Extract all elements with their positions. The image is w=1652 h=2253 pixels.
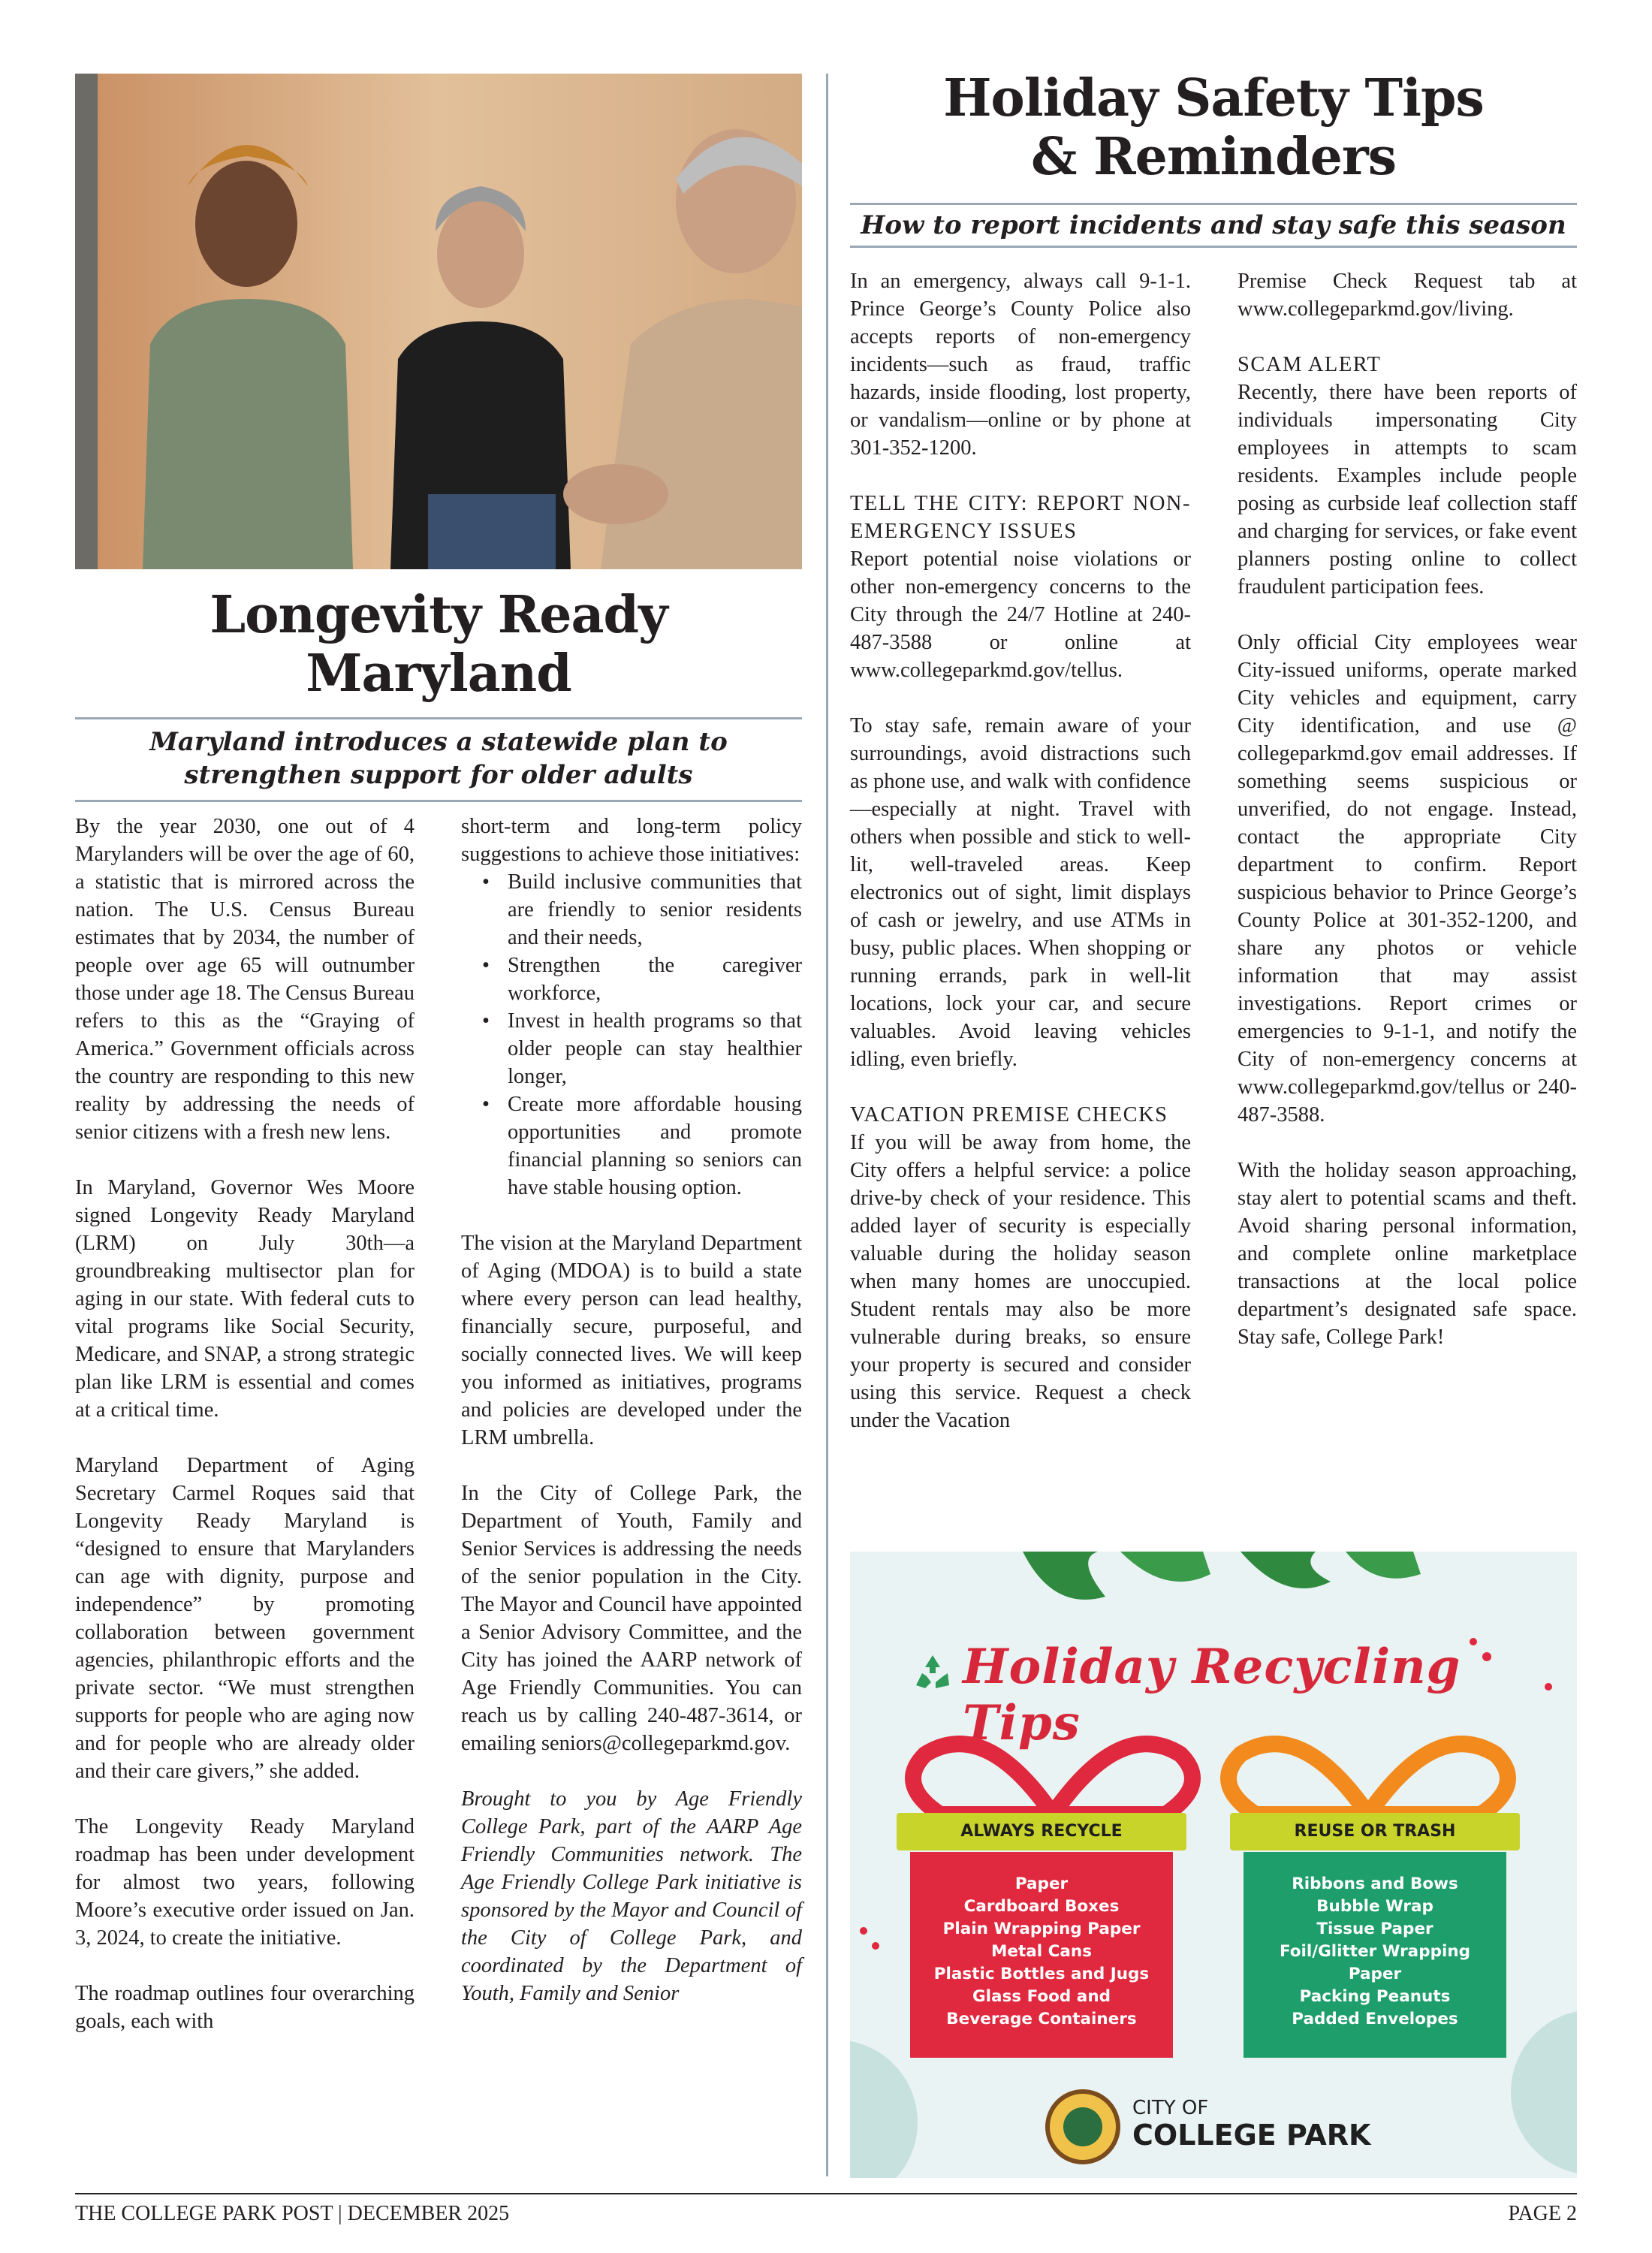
left-headline-rule: [75, 717, 802, 719]
list-item: Ribbons and Bows: [1292, 1874, 1458, 1893]
recycle-icon: [910, 1651, 955, 1696]
list-item: Bubble Wrap: [1316, 1897, 1433, 1916]
left-article-column-2: [461, 813, 802, 2007]
page-number: PAGE 2: [1508, 2202, 1577, 2225]
right-article-column-1: [850, 267, 1191, 1434]
always-recycle-label: ALWAYS RECYCLE: [960, 1822, 1123, 1841]
right-bow-icon: [1210, 1732, 1526, 1822]
always-recycle-box: [910, 1852, 1173, 2058]
right-deck: How to report incidents and stay safe this season: [861, 210, 1566, 240]
paragraph: Report potential noise violations or other non-emergency concerns to the City through the 24/7 Hotline at 240-487-3588 or online at www.collegeparkmd.gov/tellus.: [850, 547, 1191, 682]
list-item: Plastic Bottles and Jugs: [933, 1965, 1150, 1983]
list-item: • Invest in health programs so that older people can stay healthier longer,: [461, 1007, 802, 1090]
list-item: Foil/Glitter Wrapping: [1279, 1942, 1471, 1961]
list-item: • Strengthen the caregiver workforce,: [461, 952, 802, 1007]
paragraph: Recently, there have been reports of individuals impersonating City employees in attempts to scam residents. Examples include people posing as curbside leaf collection staff and charging for services, or fake event planners posting online to collect fraudulent participation fees.: [1237, 381, 1577, 599]
city-seal-icon: [1045, 2089, 1120, 2164]
list-item: Glass Food and: [972, 1987, 1111, 2006]
left-headline-line2: Maryland: [306, 644, 571, 704]
holiday-recycling-graphic: [850, 1552, 1577, 2178]
list-item: Metal Cans: [990, 1942, 1092, 1961]
reuse-or-trash-label: REUSE OR TRASH: [1294, 1822, 1456, 1841]
paragraph: To stay safe, remain aware of your surroundings, avoid distractions such as phone use, and walk with confidence—especially at night. Travel with others when possible and stick to well-lit, well-traveled areas. Keep electronics out of sight, limit displays of cash or jewelry, and use ATMs in busy, public places. When shopping or running errands, park in well-lit locations, lock your car, and secure valuables. Avoid leaving vehicles idling, even briefly.: [850, 714, 1191, 1071]
left-headline: [75, 586, 802, 703]
photo-of-older-adults-icon: [75, 74, 802, 569]
right-deck-rule: [850, 246, 1577, 248]
reuse-or-trash-box: [1244, 1852, 1506, 2058]
article-photo: [75, 74, 802, 569]
paragraph: With the holiday season approaching, stay alert to potential scams and theft. Avoid sharing personal information, and complete online marketplace transactions at the local police department’s designated safe space. Stay safe, College Park!: [1237, 1159, 1577, 1349]
paragraph: The roadmap outlines four overarching goals, each with: [75, 1982, 415, 2033]
left-deck: Maryland introduces a statewide plan to strengthen support for older adults: [149, 727, 728, 790]
section-heading: SCAM ALERT: [1237, 353, 1382, 376]
list-item: Cardboard Boxes: [963, 1897, 1120, 1916]
list-item: • Create more affordable housing opportunities and promote financial planning so seniors can have stable housing option.: [461, 1090, 802, 1202]
section-heading: VACATION PREMISE CHECKS: [850, 1103, 1168, 1126]
paragraph: In an emergency, always call 9-1-1. Prince George’s County Police also accepts reports of non-emergency incidents—such as fraud, traffic hazards, inside flooding, lost property, or vandalism—online or by phone at 301-352-1200.: [850, 270, 1191, 460]
list-item: Beverage Containers: [946, 2010, 1137, 2028]
left-deck-rule: [75, 800, 802, 802]
list-item: • Build inclusive communities that are friendly to senior residents and their needs,: [461, 868, 802, 952]
right-headline: [850, 69, 1577, 186]
city-logo-text: [1132, 2097, 1370, 2151]
right-headline-line2: & Reminders: [1031, 127, 1396, 187]
paragraph: In Maryland, Governor Wes Moore signed Longevity Ready Maryland (LRM) on July 30th—a groundbreaking multisector plan for aging in our state. With federal cuts to vital programs like Social Security, Medicare, and SNAP, a strong strategic plan like LRM is essential and comes at a critical time.: [75, 1176, 415, 1422]
paragraph: The vision at the Maryland Department of Aging (MDOA) is to build a state where every person can lead healthy, financially secure, purposeful, and socially connected lives. We will keep you informed as initiatives, programs and policies are developed under the LRM umbrella.: [461, 1232, 802, 1449]
paragraph: Maryland Department of Aging Secretary Carmel Roques said that Longevity Ready Maryland is “designed to ensure that Marylanders can age with dignity, purpose and independence” by promoting collaboration between government agencies, philanthropic efforts and the private sector. “We must strengthen supports for people who are aging now and for people who are already older and their care givers,” she added.: [75, 1454, 415, 1783]
list-item: Paper: [1348, 1965, 1402, 1983]
paragraph: In the City of College Park, the Department of Youth, Family and Senior Services is addressing the needs of the senior population in the City. The Mayor and Council have appointed a Senior Advisory Committee, and the City has joined the AARP network of Age Friendly Communities. You can reach us by calling 240-487-3614, or emailing seniors@collegeparkmd.gov.: [461, 1482, 802, 1755]
paragraph: If you will be away from home, the City offers a helpful service: a police drive-by check of your residence. This added layer of security is especially valuable during the holiday season when many homes are unoccupied. Student rentals may also be more vulnerable during breaks, so ensure your property is secured and consider using this service. Request a check under the Vacation: [850, 1131, 1191, 1432]
paragraph: The Longevity Ready Maryland roadmap has been under development for almost two years, following Moore’s executive order issued on Jan. 3, 2024, to create the initiative.: [75, 1815, 415, 1950]
list-item: Padded Envelopes: [1292, 2010, 1458, 2028]
logo-line-1: CITY OF: [1132, 2097, 1209, 2119]
footer-publication: THE COLLEGE PARK POST | DECEMBER 2025: [75, 2202, 510, 2225]
left-article-column-1: [75, 813, 415, 2035]
right-headline-line1: Holiday Safety Tips: [943, 68, 1484, 128]
credit-paragraph: Brought to you by Age Friendly College Park, part of the AARP Age Friendly Communities network. The Age Friendly College Park initiative is sponsored by the Mayor and Council of the City of College Park, and coordinated by the Department of Youth, Family and Senior: [461, 1787, 802, 2005]
list-item: Paper: [1014, 1874, 1069, 1893]
always-recycle-label-bar: [897, 1813, 1186, 1850]
paragraph: By the year 2030, one out of 4 Marylanders will be over the age of 60, a statistic that is mirrored across the nation. The U.S. Census Bureau estimates that by 2034, the number of people over age 65 will outnumber those under age 18. The Census Bureau refers to this as the “Graying of America.” Government officials across the country are responding to this new reality by addressing the needs of senior citizens with a fresh new lens.: [75, 815, 415, 1144]
list-item: Plain Wrapping Paper: [942, 1920, 1141, 1938]
paragraph: Only official City employees wear City-issued uniforms, operate marked City vehicles and equipment, carry City identification, and use @ collegeparkmd.gov email addresses. If something seems suspicious or unverified, do not engage. Instead, contact the appropriate City department to confirm. Report suspicious behavior to Prince George’s County Police at 301-352-1200, and share any photos or vehicle information that may assist investigations. Report crimes or emergencies to 9-1-1, and notify the City of non-emergency concerns at www.collegeparkmd.gov/tellus or 240-487-3588.: [1237, 631, 1577, 1126]
footer-rule: [75, 2193, 1577, 2194]
paragraph: Premise Check Request tab at www.collegeparkmd.gov/living.: [1237, 270, 1577, 321]
list-item: Packing Peanuts: [1299, 1987, 1451, 2006]
right-article-column-2: [1237, 267, 1577, 1351]
left-bow-icon: [895, 1732, 1210, 1822]
paragraph: short-term and long-term policy suggestions to achieve those initiatives:: [461, 815, 802, 866]
left-headline-line1: Longevity Ready: [210, 585, 668, 645]
goals-list: [461, 868, 802, 1202]
column-divider: [826, 74, 828, 2176]
right-headline-rule: [850, 203, 1577, 205]
reuse-or-trash-label-bar: [1230, 1813, 1520, 1850]
logo-line-2: COLLEGE PARK: [1132, 2119, 1371, 2152]
section-heading: TELL THE CITY: REPORT NON-EMERGENCY ISSUES: [850, 492, 1191, 543]
list-item: Tissue Paper: [1316, 1920, 1433, 1938]
recycling-title: Holiday Recycling Tips: [963, 1639, 1461, 1751]
